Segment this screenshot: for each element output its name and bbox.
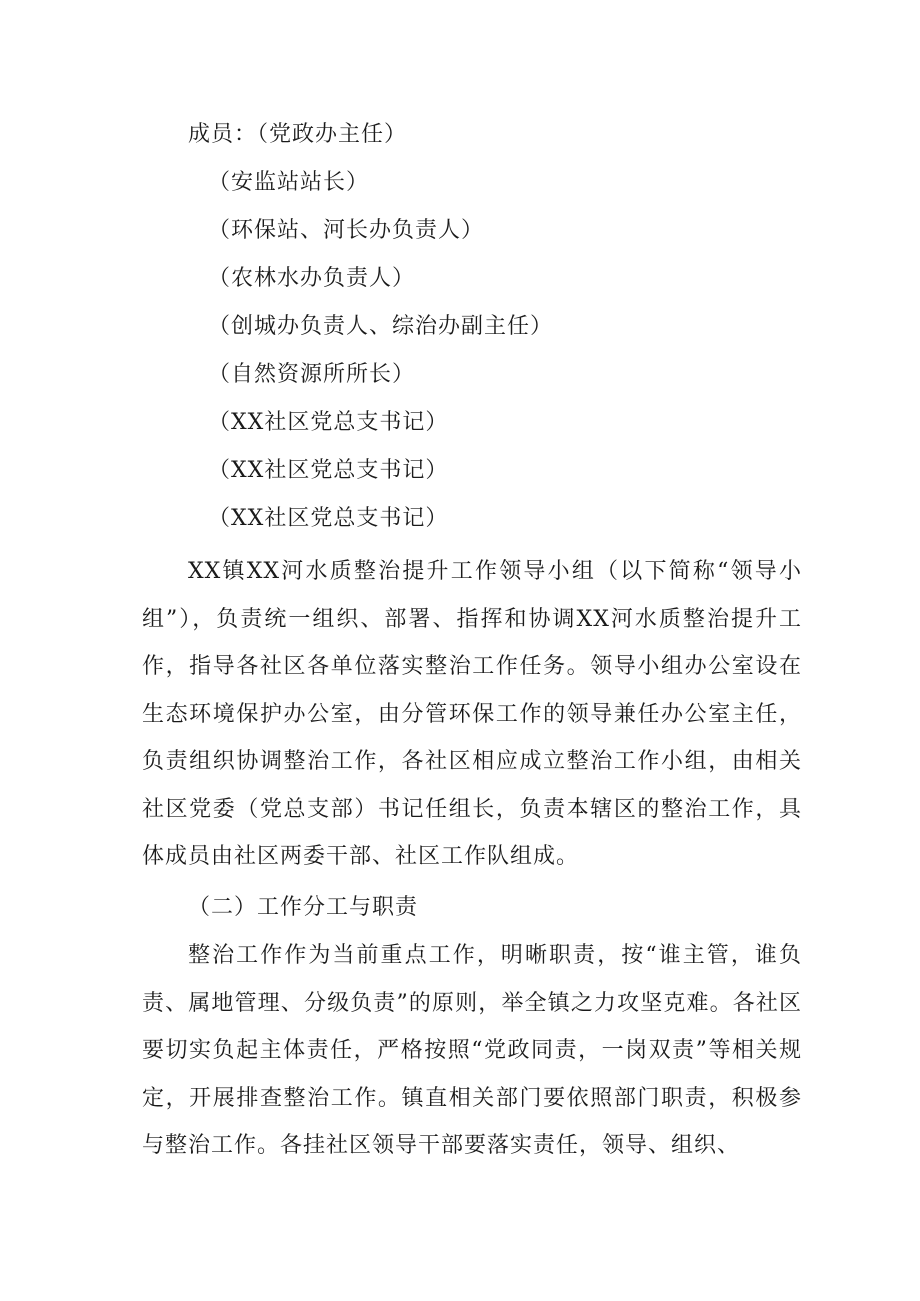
section-heading: （二）工作分工与职责	[188, 895, 419, 920]
members-heading: 成员：（党政办主任）	[188, 122, 408, 147]
leadership-paragraph: XX镇XX河水质整治提升工作领导小组（以下简称“领导小组”），负责统一组织、部署、指挥和协调XX河水质整治提升工作，指导各社区各单位落实整治工作任务。领导小组办公室设在生态环境保护办公室，由分管环保工作的领导兼任办公室主任，负责组织协调整治工作，各社区相应成立整治工作小组，由相关社区党委（党总支部）书记任组长，负责本辖区的整治工作，具体成员由社区两委干部、社区工作队组成。	[142, 559, 802, 869]
member-item: （安监站站长）	[208, 170, 370, 195]
member-item: （XX社区党总支书记）	[208, 458, 449, 483]
member-item: （XX社区党总支书记）	[208, 410, 449, 435]
duties-paragraph: 整治工作作为当前重点工作，明晰职责，按“谁主管，谁负责、属地管理、分级负责”的原则，举全镇之力攻坚克难。各社区要切实负起主体责任，严格按照“党政同责，一岗双责”等相关规定，开展排查整治工作。镇直相关部门要依照部门职责，积极参与整治工作。各挂社区领导干部要落实责任，领导、组织、	[142, 943, 802, 1158]
member-item: （农林水办负责人）	[208, 266, 416, 291]
member-item: （创城办负责人、综治办副主任）	[208, 314, 554, 339]
member-item: （环保站、河长办负责人）	[208, 218, 485, 243]
member-item: （XX社区党总支书记）	[208, 506, 449, 531]
member-item: （自然资源所所长）	[208, 362, 416, 387]
